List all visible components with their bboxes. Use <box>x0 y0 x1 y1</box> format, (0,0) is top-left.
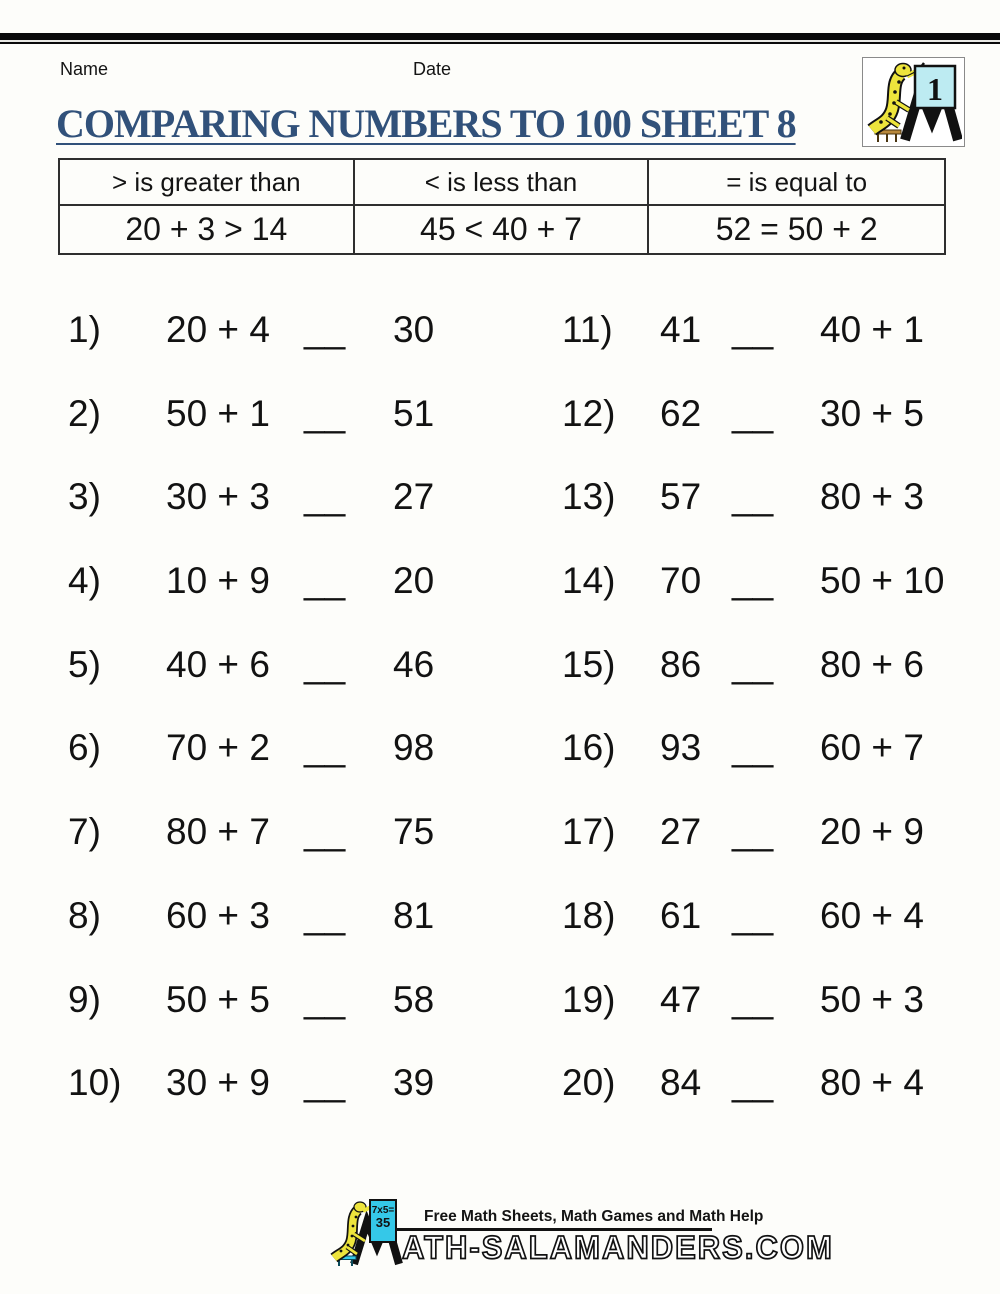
problem-row-3 <box>68 475 508 519</box>
problem-number: 2) <box>68 392 101 434</box>
answer-blank: __ <box>304 894 346 936</box>
problem-row-4 <box>68 559 508 603</box>
problem-left-expression: 41 <box>660 309 702 350</box>
problem-left-expression: 50 + 1 <box>166 392 270 434</box>
footer-salamander-logo-icon <box>328 1198 406 1268</box>
problem-right-expression: 50 + 10 <box>820 560 945 602</box>
problem-right-expression: 30 + 5 <box>820 392 924 434</box>
page-title: COMPARING NUMBERS TO 100 SHEET 8 <box>56 101 796 146</box>
legend-example-greater: 20 + 3 > 14 <box>60 206 355 253</box>
problem-row-2 <box>68 392 508 436</box>
problem-number: 17) <box>562 811 616 853</box>
problem-right-expression: 30 <box>393 309 435 350</box>
problem-right-expression: 81 <box>393 894 435 936</box>
answer-blank: __ <box>732 894 774 936</box>
legend-header-less: < is less than <box>355 160 650 206</box>
answer-blank: __ <box>732 811 774 853</box>
header-board-number: 1 <box>927 71 943 107</box>
problem-left-expression: 93 <box>660 727 702 769</box>
problem-number: 8) <box>68 894 101 936</box>
problem-row-7 <box>68 810 508 854</box>
answer-blank: __ <box>732 309 774 350</box>
problem-left-expression: 70 + 2 <box>166 727 270 769</box>
problem-number: 12) <box>562 392 616 434</box>
problem-number: 11) <box>562 309 613 350</box>
problems-column-left <box>68 308 508 1105</box>
problem-number: 1) <box>68 309 101 350</box>
problem-row-19 <box>562 978 982 1022</box>
problem-number: 19) <box>562 978 616 1020</box>
problem-row-10 <box>68 1061 508 1105</box>
legend-example-equal: 52 = 50 + 2 <box>715 211 878 247</box>
problem-row-6 <box>68 726 508 770</box>
problem-row-9 <box>68 978 508 1022</box>
answer-blank: __ <box>304 476 346 518</box>
footer-board-line1: 7x5= <box>371 1205 395 1216</box>
problem-right-expression: 51 <box>393 392 435 434</box>
header-logo <box>862 57 965 147</box>
salamander-logo-icon <box>863 58 962 144</box>
footer-board-line2: 35 <box>375 1215 391 1230</box>
answer-blank: __ <box>732 560 774 602</box>
legend-header-greater: > is greater than <box>60 160 355 206</box>
answer-blank: __ <box>304 392 346 434</box>
problem-right-expression: 80 + 6 <box>820 643 924 685</box>
problem-number: 5) <box>68 643 101 685</box>
answer-blank: __ <box>732 1062 774 1104</box>
problem-number: 14) <box>562 560 616 602</box>
problem-right-expression: 27 <box>393 476 435 518</box>
problem-number: 10) <box>68 1062 122 1104</box>
problem-left-expression: 86 <box>660 643 702 685</box>
problem-right-expression: 50 + 3 <box>820 978 924 1020</box>
legend-header-equal: = is equal to <box>649 160 944 206</box>
problem-left-expression: 84 <box>660 1062 702 1104</box>
answer-blank: __ <box>304 643 346 685</box>
answer-blank: __ <box>304 727 346 769</box>
problem-left-expression: 20 + 4 <box>166 309 270 350</box>
answer-blank: __ <box>732 392 774 434</box>
problem-number: 18) <box>562 894 616 936</box>
name-label: Name <box>60 59 109 79</box>
legend-table <box>58 158 946 255</box>
problem-row-15 <box>562 643 982 687</box>
problem-left-expression: 80 + 7 <box>166 811 270 853</box>
answer-blank: __ <box>304 978 346 1020</box>
answer-blank: __ <box>304 560 346 602</box>
problem-left-expression: 62 <box>660 392 702 434</box>
problem-number: 7) <box>68 811 101 853</box>
problem-left-expression: 30 + 3 <box>166 476 270 518</box>
problem-left-expression: 47 <box>660 978 702 1020</box>
answer-blank: __ <box>304 1062 346 1104</box>
problem-row-8 <box>68 894 508 938</box>
problem-right-expression: 75 <box>393 811 435 853</box>
answer-blank: __ <box>732 978 774 1020</box>
footer-branding <box>328 1196 834 1276</box>
answer-blank: __ <box>732 476 774 518</box>
problem-number: 6) <box>68 727 101 769</box>
problem-row-20 <box>562 1061 982 1105</box>
problem-number: 13) <box>562 476 616 518</box>
problem-left-expression: 27 <box>660 811 702 853</box>
answer-blank: __ <box>732 643 774 685</box>
problem-left-expression: 70 <box>660 560 702 602</box>
problem-right-expression: 20 + 9 <box>820 811 924 853</box>
answer-blank: __ <box>732 727 774 769</box>
problem-number: 9) <box>68 978 101 1020</box>
problem-row-14 <box>562 559 982 603</box>
problem-left-expression: 60 + 3 <box>166 894 270 936</box>
problem-number: 4) <box>68 560 101 602</box>
problem-row-18 <box>562 894 982 938</box>
problem-row-13 <box>562 475 982 519</box>
problems-column-right <box>562 308 982 1105</box>
problem-left-expression: 57 <box>660 476 702 518</box>
problem-right-expression: 39 <box>393 1062 435 1104</box>
footer-tagline: Free Math Sheets, Math Games and Math Help <box>424 1208 764 1225</box>
problem-row-12 <box>562 392 982 436</box>
problem-right-expression: 80 + 3 <box>820 476 924 518</box>
problem-right-expression: 60 + 7 <box>820 727 924 769</box>
problem-number: 3) <box>68 476 101 518</box>
problem-number: 15) <box>562 643 616 685</box>
answer-blank: __ <box>304 309 346 350</box>
problem-left-expression: 40 + 6 <box>166 643 270 685</box>
problem-right-expression: 80 + 4 <box>820 1062 924 1104</box>
legend-example-less: 45 < 40 + 7 <box>355 206 650 253</box>
problem-right-expression: 20 <box>393 560 435 602</box>
top-border-rule <box>0 33 1000 44</box>
problem-row-16 <box>562 726 982 770</box>
problem-number: 20) <box>562 1062 616 1104</box>
problem-left-expression: 10 + 9 <box>166 560 270 602</box>
footer-site-name: ATH-SALAMANDERS.COM <box>402 1229 834 1266</box>
problem-left-expression: 61 <box>660 894 702 936</box>
problem-right-expression: 40 + 1 <box>820 309 924 350</box>
problem-right-expression: 60 + 4 <box>820 894 924 936</box>
problem-row-11 <box>562 308 982 352</box>
problem-left-expression: 30 + 9 <box>166 1062 270 1104</box>
problem-number: 16) <box>562 727 616 769</box>
problem-left-expression: 50 + 5 <box>166 978 270 1020</box>
problem-row-1 <box>68 308 508 352</box>
problem-right-expression: 98 <box>393 727 435 769</box>
problem-row-17 <box>562 810 982 854</box>
date-label: Date <box>413 59 452 79</box>
problem-row-5 <box>68 643 508 687</box>
answer-blank: __ <box>304 811 346 853</box>
problem-right-expression: 58 <box>393 978 435 1020</box>
problem-right-expression: 46 <box>393 643 435 685</box>
